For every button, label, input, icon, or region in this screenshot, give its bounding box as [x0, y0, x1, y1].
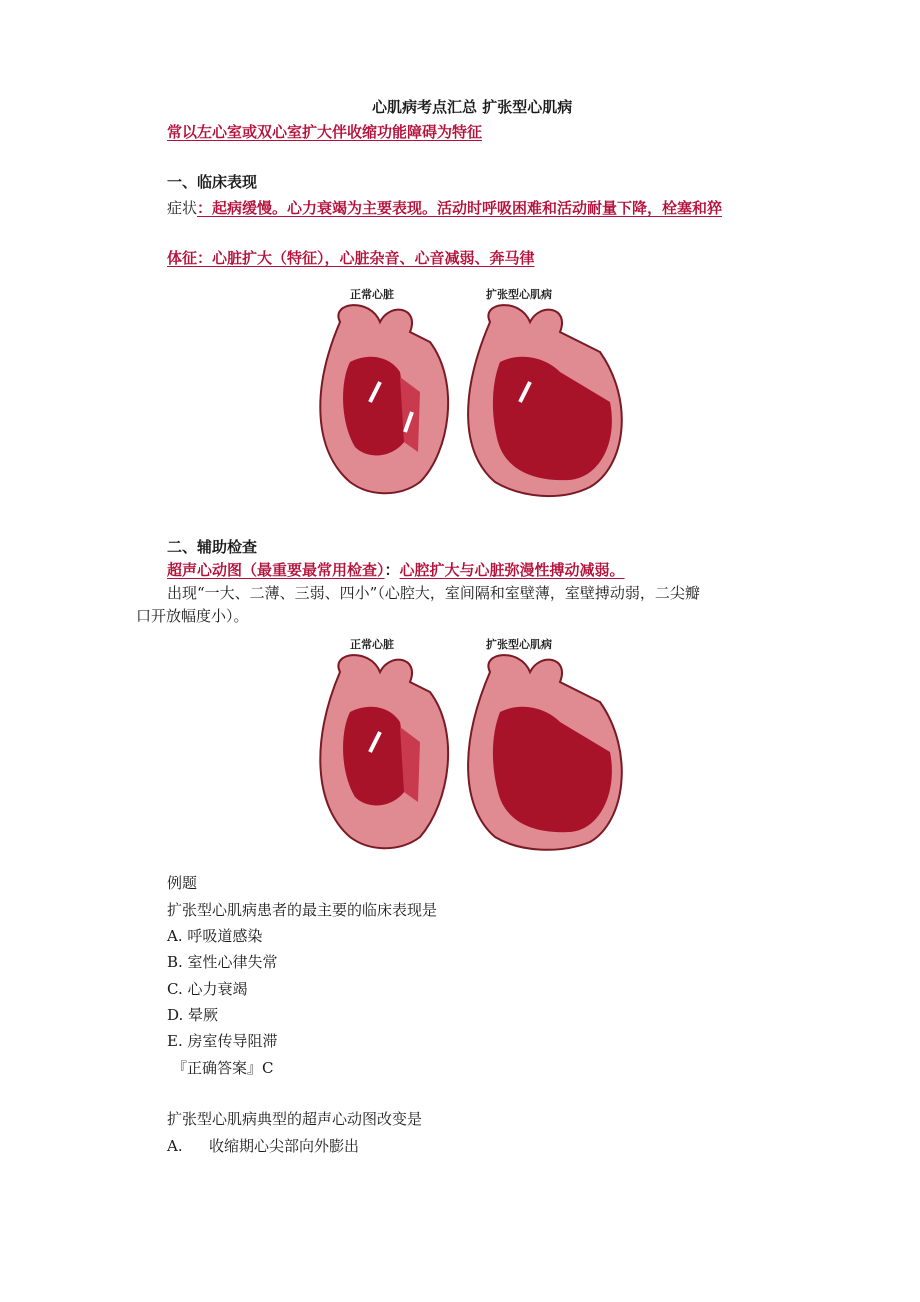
answer: 『正确答案』C [172, 1059, 274, 1077]
dilated-heart-label: 扩张型心肌病 [486, 288, 552, 301]
echo-colon: ： [384, 561, 400, 579]
heart-dilated-icon-2 [468, 655, 622, 850]
heart-figure-2 [300, 632, 640, 857]
option-c: C. 心力衰竭 [167, 980, 248, 998]
example-heading: 例题 [167, 874, 198, 892]
subtitle: 常以左心室或双心室扩大伴收缩功能障碍为特征 [167, 123, 483, 141]
echo-text: 心腔扩大与心脏弥漫性搏动减弱。 [399, 561, 625, 579]
q2-option-a-letter: A. [167, 1137, 183, 1155]
dilated-heart-label-2: 扩张型心肌病 [486, 638, 552, 651]
question-2: 扩张型心肌病典型的超声心动图改变是 [167, 1110, 423, 1128]
symptom-label: 症状 [167, 199, 198, 217]
q2-option-a-text: 收缩期心尖部向外膨出 [209, 1137, 360, 1155]
question-1: 扩张型心肌病患者的最主要的临床表现是 [167, 901, 438, 919]
desc-line-1: 出现“一大、二薄、三弱、四小”（心腔大，室间隔和室壁薄，室壁搏动弱，二尖瓣 [167, 584, 700, 602]
option-a: A. 呼吸道感染 [167, 927, 263, 945]
heart-figure-1 [300, 282, 640, 502]
heart-comparison-diagram [300, 282, 640, 502]
sign-line: 体征：心脏扩大（特征），心脏杂音、心音减弱、奔马律 [167, 249, 535, 267]
option-e: E. 房室传导阻滞 [167, 1032, 278, 1050]
echo-label: 超声心动图（最重要最常用检查） [167, 561, 385, 579]
option-b: B. 室性心律失常 [167, 953, 278, 971]
heart-comparison-diagram-2 [300, 632, 640, 857]
symptom-line [167, 198, 722, 218]
page-title: 心肌病考点汇总 扩张型心肌病 [372, 98, 573, 116]
desc-line-2: 口开放幅度小）。 [136, 607, 249, 625]
section2-heading: 二、辅助检查 [167, 538, 258, 556]
heart-dilated-icon [468, 305, 622, 496]
section1-heading: 一、临床表现 [167, 173, 258, 191]
echo-line [167, 560, 625, 580]
heart-normal-icon-2 [320, 655, 448, 848]
normal-heart-label-2: 正常心脏 [350, 638, 394, 651]
normal-heart-label: 正常心脏 [350, 288, 394, 301]
option-d: D. 晕厥 [167, 1006, 219, 1024]
heart-normal-icon [320, 305, 448, 493]
symptom-text: ：起病缓慢。心力衰竭为主要表现。活动时呼吸困难和活动耐量下降，栓塞和猝 [197, 199, 723, 217]
